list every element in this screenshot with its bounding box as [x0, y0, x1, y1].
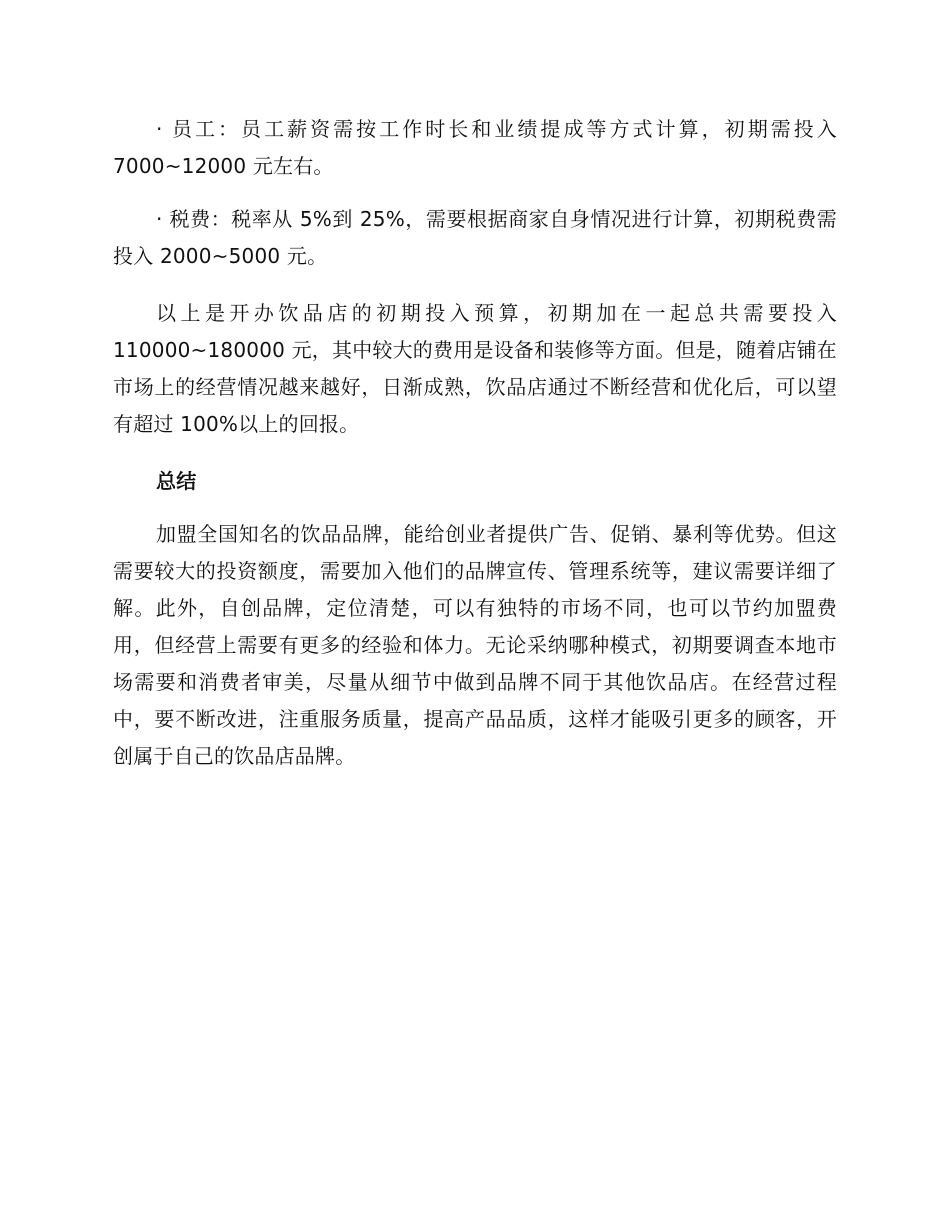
bullet-staff-cost: · 员工：员工薪资需按工作时长和业绩提成等方式计算，初期需投入 7000~12000 元左右。 [113, 117, 837, 178]
summary-heading: 总结 [156, 469, 197, 493]
summary-paragraph: 加盟全国知名的饮品品牌，能给创业者提供广告、促销、暴利等优势。但这需要较大的投资额度，需要加入他们的品牌宣传、管理系统等，建议需要详细了解。此外，自创品牌，定位清楚，可以有独特的市场不同，也可以节约加盟费用，但经营上需要有更多的经验和体力。无论采纳哪种模式，初期要调查本地市场需要和消费者审美，尽量从细节中做到品牌不同于其他饮品店。在经营过程中，要不断改进，注重服务质量，提高产品品质，这样才能吸引更多的顾客，开创属于自己的饮品店品牌。 [113, 522, 837, 768]
bullet-tax-cost: · 税费：税率从 5%到 25%，需要根据商家自身情况进行计算，初期税费需投入 2000~5000 元。 [113, 207, 837, 268]
document-page [113, 111, 837, 775]
budget-summary-paragraph: 以上是开办饮品店的初期投入预算，初期加在一起总共需要投入 110000~180000 元，其中较大的费用是设备和装修等方面。但是，随着店铺在市场上的经营情况越来越好，日渐成熟，饮品店通过不断经营和优化后，可以望有超过 100%以上的回报。 [113, 301, 838, 436]
